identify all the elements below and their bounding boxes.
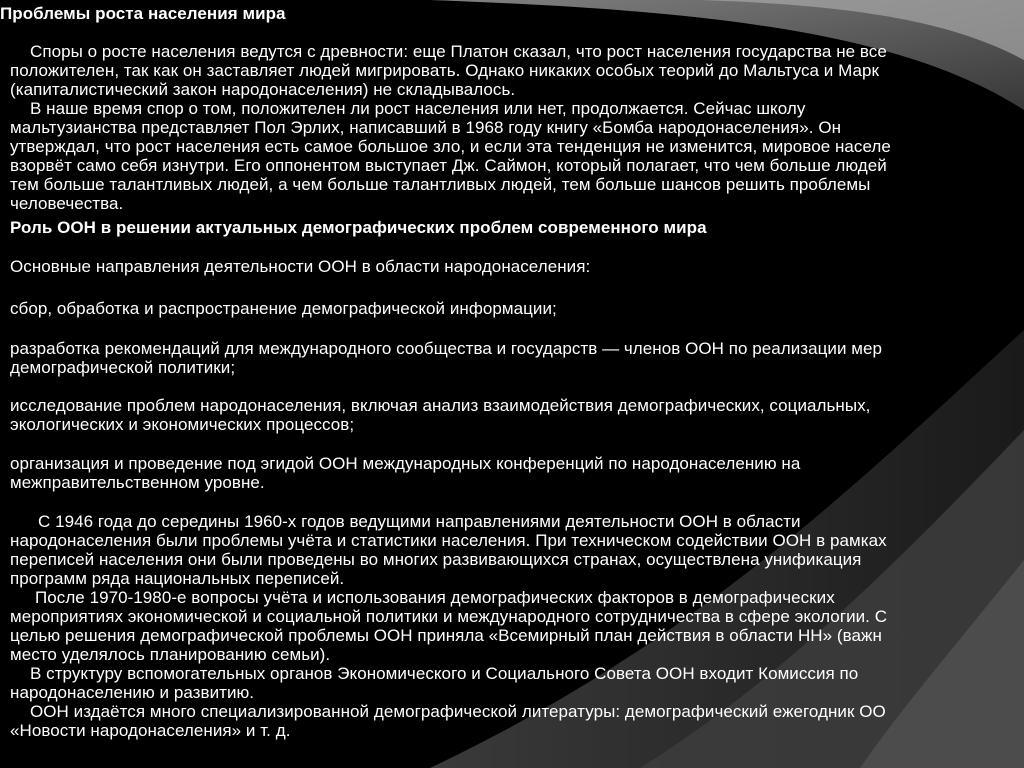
para4-line4: место уделялось планированию семьи). <box>10 645 331 664</box>
para3-line4: программ ряда национальных переписей. <box>10 569 345 588</box>
para1-line2: положителен, так как он заставляет людей мигрировать. Однако никаких особых теорий до Мальтуса и Марк <box>10 61 879 80</box>
para2-line4: взорвёт само себя изнутри. Его оппонентом выступает Дж. Саймон, который полагает, что чем больше людей <box>10 156 887 175</box>
para4-line1: После 1970-1980-е вопросы учёта и использования демографических факторов в демографических <box>35 588 835 607</box>
list-item-3-line1: исследование проблем народонаселения, включая анализ взаимодействия демографических, социальных, <box>10 396 871 415</box>
para2-line2: мальтузианства представляет Пол Эрлих, написавший в 1968 году книгу «Бомба народонаселения». Он <box>10 118 842 137</box>
list-item-2-line2: демографической политики; <box>10 358 236 377</box>
list-item-1: сбор, обработка и распространение демографической информации; <box>10 299 557 318</box>
para2-line6: человечества. <box>10 194 124 213</box>
para6-line2: «Новости народонаселения» и т. д. <box>10 721 291 740</box>
list-item-3-line2: экологических и экономических процессов; <box>10 415 355 434</box>
para4-line2: мероприятиях экономической и социальной политики и международного сотрудничества в сфере экологии. С <box>10 607 888 626</box>
para1-line3: (капиталистический закон народонаселения) не складывалось. <box>10 80 516 99</box>
para3-line2: народонаселения были проблемы учёта и статистики населения. При техническом содействии ООН в рамках <box>10 531 887 550</box>
section-heading: Роль ООН в решении актуальных демографических проблем современного мира <box>10 218 707 237</box>
para3-line3: переписей населения они были проведены во многих развивающихся странах, осуществлена унификация <box>10 550 862 569</box>
list-item-4-line1: организация и проведение под эгидой ООН международных конференций по народонаселению на <box>10 454 801 473</box>
para4-line3: целью решения демографической проблемы ООН приняла «Всемирный план действия в области НН» (важн <box>10 626 882 645</box>
para5-line2: народонаселению и развитию. <box>10 683 255 702</box>
para6-line1: ООН издаётся много специализированной демографической литературы: демографический ежегодник ОО <box>30 702 886 721</box>
para1-line1: Споры о росте населения ведутся с древности: еще Платон сказал, что рост населения государства не все <box>30 42 887 61</box>
para2-line1: В наше время спор о том, положителен ли рост населения или нет, продолжается. Сейчас школу <box>30 99 806 118</box>
para2-line3: утверждал, что рост населения есть самое большое зло, и если эта тенденция не изменится, мировое населе <box>10 137 891 156</box>
list-item-2-line1: разработка рекомендаций для международного сообщества и государств — членов ООН по реализации мер <box>10 339 883 358</box>
para3-line1: С 1946 года до середины 1960-х годов ведущими направлениями деятельности ООН в области <box>38 512 801 531</box>
list-item-4-line2: межправительственном уровне. <box>10 473 265 492</box>
intro-text: Основные направления деятельности ООН в области народонаселения: <box>10 257 591 276</box>
para2-line5: тем больше талантливых людей, а чем больше талантливых людей, тем больше шансов решить проблемы <box>10 175 871 194</box>
slide-title: Проблемы роста населения мира <box>0 4 286 23</box>
para5-line1: В структуру вспомогательных органов Экономического и Социального Совета ООН входит Комиссия по <box>30 664 859 683</box>
